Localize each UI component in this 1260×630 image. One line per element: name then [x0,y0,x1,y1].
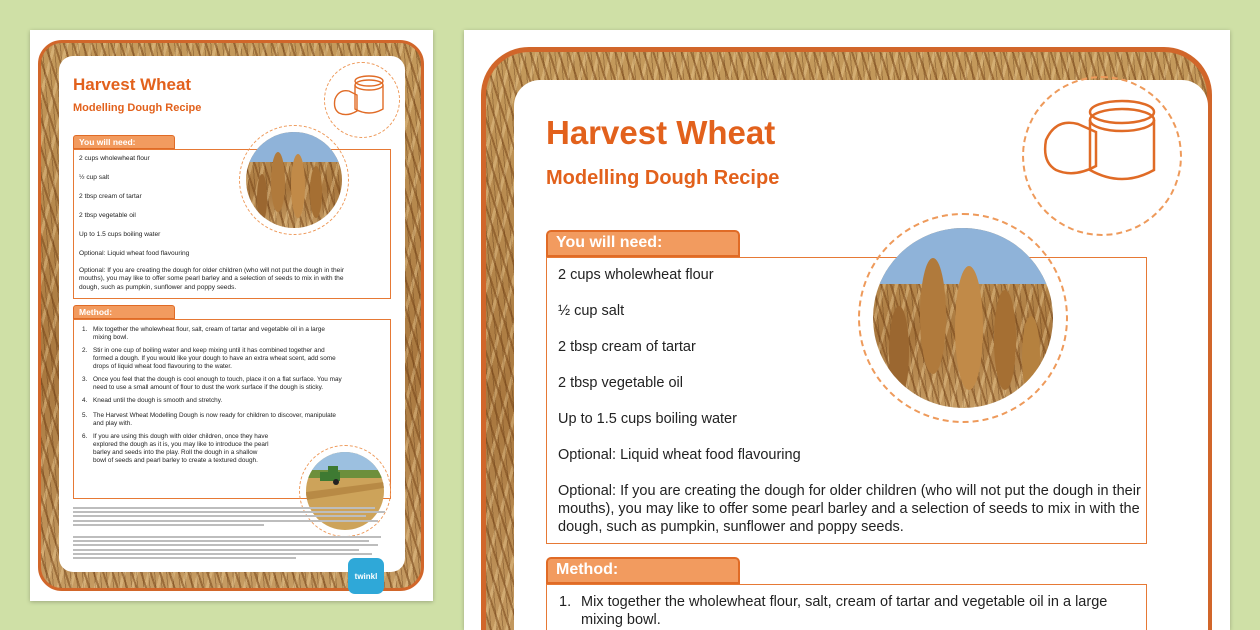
ingredient-item: 2 cups wholewheat flour [79,155,150,162]
page-subtitle: Modelling Dough Recipe [73,102,202,114]
disclaimer-text [73,507,391,528]
tub-of-dough-icon [1024,78,1184,238]
method-step: 5. The Harvest Wheat Modelling Dough is now ready for children to discover, manipulate and play with. [82,412,336,427]
twinkl-logo: twinkl [348,558,384,594]
method-step: 4. Knead until the dough is smooth and stretchy. [82,397,223,404]
needs-heading-tab: You will need: [73,135,175,149]
method-step: 6. If you are using this dough with older children, once they have explored the dough as it is, you may like to introduce the pearl barley and seeds into the play. Roll the dough in a shallow bowl of seeds and pearl barley to create a textured dough. [82,433,269,464]
page-subtitle: Modelling Dough Recipe [546,167,780,189]
ingredient-item: 2 tbsp vegetable oil [558,375,683,391]
wheat-photo [873,228,1053,408]
ingredient-item: Up to 1.5 cups boiling water [558,411,737,427]
recipe-card-large [514,80,1208,630]
page-title: Harvest Wheat [73,75,192,94]
wheat-ears-icon [246,132,342,228]
tub-of-dough-icon [325,63,401,139]
ingredient-item: 2 tbsp cream of tartar [558,339,696,355]
method-step: 2. Stir in one cup of boiling water and keep mixing until it has combined together and formed a dough. If you would like your dough to have an extra wheat scent, add some drops of liquid wheat food flavouring to the water. [82,347,336,370]
method-step: 1. Mix together the wholewheat flour, salt, cream of tartar and vegetable oil in a large mixing bowl. [82,326,325,341]
ingredient-item: Optional: Liquid wheat food flavouring [558,447,801,463]
safety-text [73,536,391,561]
wheat-ears-icon [873,228,1053,408]
ingredient-item: 2 tbsp cream of tartar [79,193,142,200]
method-heading-tab: Method: [546,557,740,584]
tub-icon-ring [1022,76,1182,236]
wheat-photo [246,132,342,228]
ingredient-item: 2 cups wholewheat flour [558,267,714,283]
method-step: 3. Once you feel that the dough is cool enough to touch, place it on a flat surface. You may need to use a small amount of flour to dust the work surface if the dough is sticky. [82,376,342,391]
optional-note: Optional: If you are creating the dough for older children (who will not put the dough in their mouths), you may like to offer some pearl barley and a selection of seeds to mix in with the dough, such as pumpkin, sunflower and poppy seeds. [558,483,1141,535]
ingredient-item: 2 tbsp vegetable oil [79,212,136,219]
needs-heading-tab: You will need: [546,230,740,257]
recipe-card-small [59,56,405,581]
ingredient-item: Optional: Liquid wheat food flavouring [79,250,190,257]
method-heading-tab: Method: [73,305,175,319]
page-title: Harvest Wheat [546,114,776,151]
method-box [546,584,1147,630]
method-step: 1. Mix together the wholewheat flour, salt, cream of tartar and vegetable oil in a large mixing bowl. [559,594,1108,628]
ingredient-item: ½ cup salt [558,303,625,319]
optional-note: Optional: If you are creating the dough for older children (who will not put the dough in their mouths), you may like to offer some pearl barley and a selection of seeds to mix in with the dough, such as pumpkin, sunflower and poppy seeds. [79,267,345,291]
ingredient-item: ½ cup salt [79,174,110,181]
ingredient-item: Up to 1.5 cups boiling water [79,231,161,238]
tub-icon-ring [324,62,400,138]
